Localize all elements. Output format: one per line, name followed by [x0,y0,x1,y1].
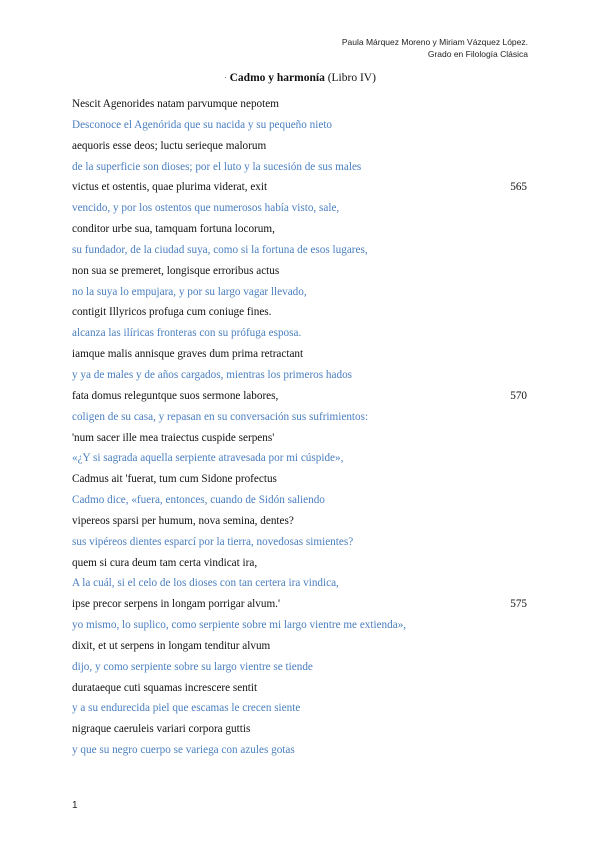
line-text: alcanza las ilíricas fronteras con su prófuga esposa. [72,327,302,340]
spanish-translation-line [72,535,527,556]
line-text: nigraque caeruleis variari corpora guttis [72,723,251,736]
latin-verse-line [72,681,527,702]
spanish-translation-line [72,576,527,597]
page-header [342,36,528,60]
latin-verse-line [72,722,527,743]
line-text: iamque malis annisque graves dum prima retractant [72,348,304,361]
latin-verse-line [72,264,527,285]
latin-verse-line [72,139,527,160]
latin-verse-line [72,472,527,493]
latin-verse-line [72,305,527,326]
line-text: su fundador, de la ciudad suya, como si la fortuna de esos lugares, [72,243,368,256]
title-name: Cadmo y harmonía [229,72,325,84]
page-title [0,71,600,85]
header-authors: Paula Márquez Moreno y Miriam Vázquez López. [341,37,528,47]
verse-number: 565 [510,181,527,194]
page-number: 1 [72,800,78,811]
spanish-translation-line [72,201,527,222]
line-text: quem si cura deum tam certa vindicat ira, [72,556,258,569]
line-text: non sua se premeret, longisque erroribus actus [72,264,280,277]
line-text: Cadmus ait 'fuerat, tum cum Sidone profectus [72,473,277,486]
latin-verse-line [72,431,527,452]
spanish-translation-line [72,743,527,764]
latin-verse-line [72,347,527,368]
line-text: aequoris esse deos; luctu serieque malorum [72,139,267,152]
line-text: durataeque cuti squamas increscere sentit [72,681,258,694]
spanish-translation-line [72,160,527,181]
line-text: fata domus releguntque suos sermone labores, [72,389,279,402]
line-text: victus et ostentis, quae plurima viderat, exit [72,181,268,194]
spanish-translation-line [72,368,527,389]
title-book: (Libro IV) [327,72,376,84]
spanish-translation-line [72,493,527,514]
header-program: Grado en Filología Clásica [427,49,528,59]
line-text: y a su endurecida piel que escamas le crecen siente [72,702,301,715]
line-text: ipse precor serpens in longam porrigar alvum.' [72,598,280,611]
latin-verse-line [72,180,527,201]
line-text: dixit, et ut serpens in longam tenditur alvum [72,639,271,652]
line-text: vipereos sparsi per humum, nova semina, dentes? [72,514,294,527]
verse-number: 575 [510,598,527,611]
latin-verse-line [72,222,527,243]
spanish-translation-line [72,243,527,264]
latin-verse-line [72,97,527,118]
line-text: Desconoce el Agenórida que su nacida y su pequeño nieto [72,118,333,131]
spanish-translation-line [72,285,527,306]
line-text: de la superficie son dioses; por el luto y la sucesión de sus males [72,160,362,173]
spanish-translation-line [72,701,527,722]
line-text: Nescit Agenorides natam parvumque nepotem [72,98,279,110]
spanish-translation-line [72,618,527,639]
line-text: conditor urbe sua, tamquam fortuna locorum, [72,223,275,236]
spanish-translation-line [72,326,527,347]
line-text: coligen de su casa, y repasan en su conversación sus sufrimientos: [72,410,369,423]
line-text: vencido, y por los ostentos que numerosos había visto, sale, [72,202,340,215]
line-text: y ya de males y de años cargados, mientras los primeros hados [72,368,353,381]
line-text: y que su negro cuerpo se variega con azules gotas [72,744,295,757]
verse-list [72,97,527,764]
latin-verse-line [72,389,527,410]
latin-verse-line [72,514,527,535]
spanish-translation-line [72,410,527,431]
spanish-translation-line [72,118,527,139]
line-text: 'num sacer ille mea traiectus cuspide serpens' [72,431,275,444]
title-bullet: · [224,73,227,83]
line-text: A la cuál, si el celo de los dioses con tan certera ira vindica, [72,577,339,590]
line-text: sus vipéreos dientes esparcí por la tierra, novedosas simientes? [72,535,354,548]
spanish-translation-line [72,660,527,681]
spanish-translation-line [72,451,527,472]
verse-number: 570 [510,389,527,402]
line-text: dijo, y como serpiente sobre su largo vientre se tiende [72,660,313,673]
latin-verse-line [72,556,527,577]
latin-verse-line [72,597,527,618]
line-text: yo mismo, lo suplico, como serpiente sobre mi largo vientre me extienda», [72,619,407,632]
latin-verse-line [72,639,527,660]
line-text: Cadmo dice, «fuera, entonces, cuando de Sidón saliendo [72,494,325,507]
line-text: «¿Y si sagrada aquella serpiente atravesada por mi cúspide», [72,452,344,465]
line-text: contigit Illyricos profuga cum coniuge fines. [72,306,272,319]
line-text: no la suya lo empujara, y por su largo vagar llevado, [72,285,307,298]
